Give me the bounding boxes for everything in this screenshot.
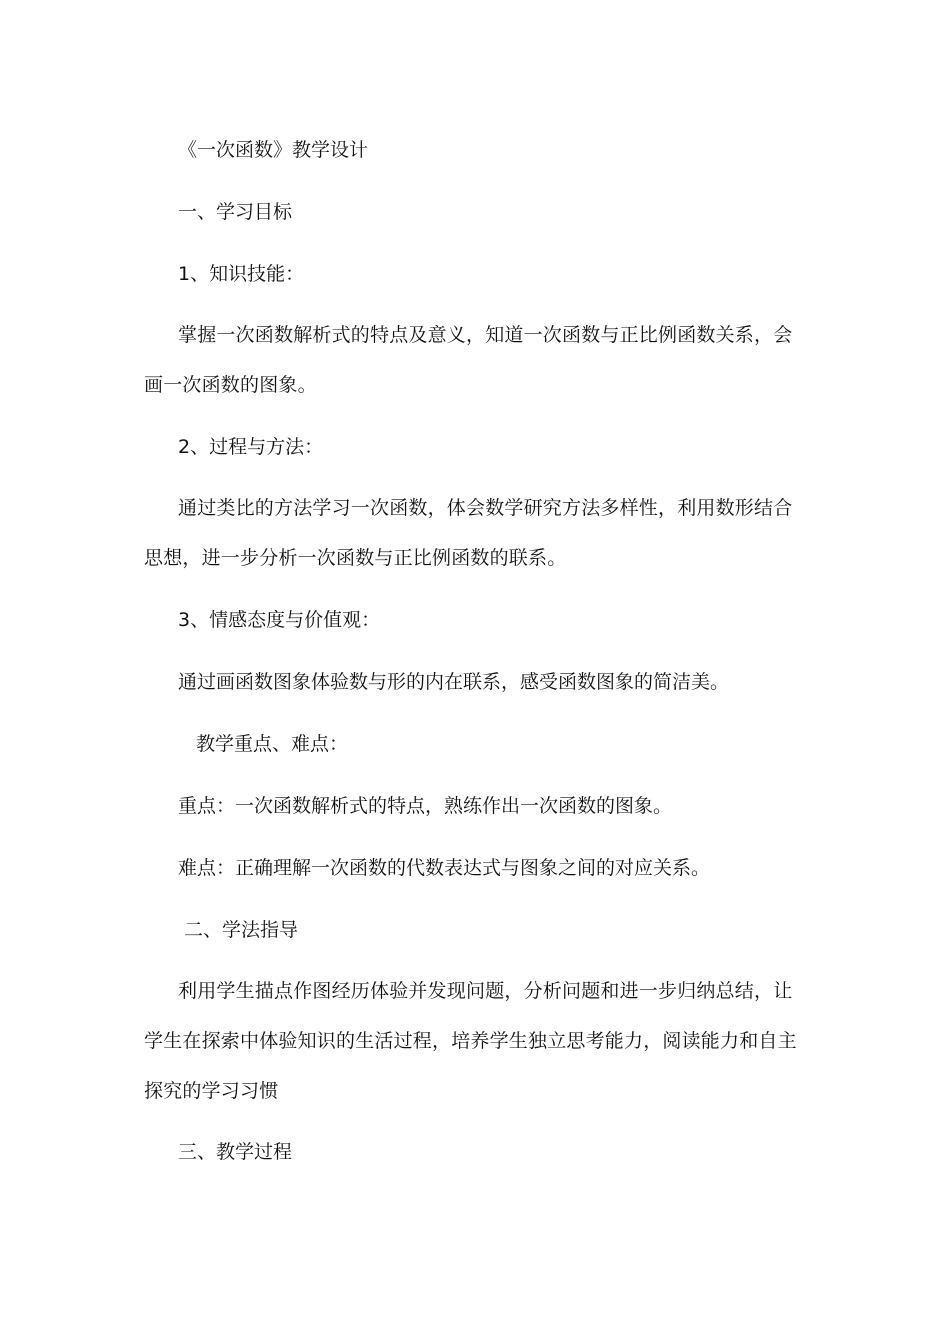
subsection-1-text: 掌握一次函数解析式的特点及意义，知道一次函数与正比例函数关系，会画一次函数的图象。	[144, 324, 793, 396]
focus-heading: 教学重点、难点：	[196, 733, 349, 755]
subsection-2-heading: 2、过程与方法：	[178, 436, 324, 458]
difficult-point-text: 难点：正确理解一次函数的代数表达式与图象之间的对应关系。	[178, 857, 711, 879]
section-2-heading: 二、学法指导	[184, 919, 299, 941]
key-point-text: 重点：一次函数解析式的特点，熟练作出一次函数的图象。	[178, 795, 673, 817]
section-2-text: 利用学生描点作图经历体验并发现问题，分析问题和进一步归纳总结，让学生在探索中体验知识的生活过程，培养学生独立思考能力，阅读能力和自主探究的学习习惯	[144, 980, 797, 1102]
subsection-3-text: 通过画函数图象体验数与形的内在联系，感受函数图象的简洁美。	[178, 671, 730, 693]
subsection-1-heading: 1、知识技能：	[178, 263, 305, 285]
section-3-heading: 三、教学过程	[178, 1141, 293, 1163]
subsection-2-text: 通过类比的方法学习一次函数，体会数学研究方法多样性，利用数形结合思想，进一步分析一次函数与正比例函数的联系。	[144, 497, 793, 569]
document-title: 《一次函数》教学设计	[178, 139, 369, 161]
section-1-heading: 一、学习目标	[178, 201, 293, 223]
subsection-3-heading: 3、情感态度与价值观：	[178, 609, 381, 631]
